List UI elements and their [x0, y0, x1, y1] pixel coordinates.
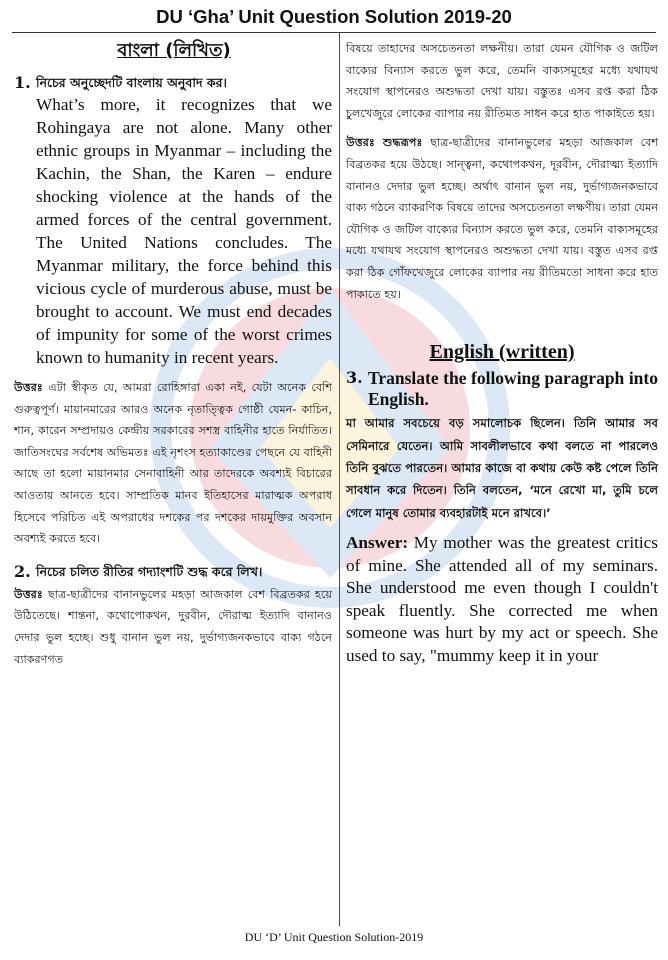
answer-label: Answer:: [346, 533, 409, 553]
page-footer: DU ‘D’ Unit Question Solution-2019: [244, 930, 424, 944]
question-3-instruction: Translate the following paragraph into English.: [368, 368, 658, 410]
question-3-answer: [346, 532, 658, 667]
question-2-passage-continued: বিষয়ে তাহাদের অসচেতনতা লক্ষনীয়। তারা যেমন যৌগিক ও জটিল বাক্যের বিন্যাস করতে ভুল করে, তেমনি বাক্যসমূহের মধ্যে যথাযথ সংযোগ স্থাপনেরও অশুদ্ধতা দেখা যায়। বস্তুতঃ এসব রপ্ত করা ঠিক চুলখেজুরে লোকের ব্যাপার নয় রীতিমত সাধন করে হাত পাকাইতে হয়।: [346, 42, 658, 120]
question-2: [14, 562, 332, 582]
answer-text: ছাত্র-ছাত্রীদের বানানভুলের মহড়া আজকাল বেশ বিব্রতকর হয়ে উঠছে। সান্ত্বনা, কথোপকথন, দূরবীন, দৌরাত্ম্য ইত্যাদি বানানও দেদার ভুল হচ্ছে। অর্থাৎ বানান ভুল নয়, দুর্ভাগ্যজনকভাবে বাক্য গঠনে ব্যাকরণিক বিষয়ে তাদের অসচেতনতা লক্ষণীয়। তারা যেমন যৌগিক ও জটিল বাক্যের বিন্যাস করতে ভুল করে, তেমনি বাক্যসমূহের মধ্যে যথাযথ সংযোগ স্থাপনেরও অশুদ্ধতা দেখা যায়। বস্তুত এসব রপ্ত করা ঠিক গোঁফখেজুরে লোকের ব্যাপার নয় রীতিমতো সাধনা করে হাত পাকাতে হয়।: [346, 136, 658, 301]
answer-text: My mother was the greatest critics of mine. She attended all of my seminars. She understood me even though I couldn't speak fluently. She corrected me when someone was hurt by my act or speech. She used to say, "mummy keep it in your: [346, 533, 658, 665]
answer-label: উত্তরঃ: [14, 381, 43, 394]
bangla-section-heading: বাংলা (লিখিত): [117, 40, 231, 61]
question-2-passage: [14, 584, 332, 670]
question-3-bangla-passage: মা আমার সবচেয়ে বড় সমালোচক ছিলেন। তিনি আমার সব সেমিনারে যেতেন। আমি সাবলীলভাবে কথা বলতে না পারলেও তিনি বুঝতে পারতেন। আমার কাজে বা কথায় কেউ কষ্ট পেলে তিনি সাবধান করে দিতেন। তিনি বলতেন, ‘মনে রেখো মা, তুমি চলে গেলে মানুষ তোমার ব্যবহারটাই মনে রাখবে।’: [346, 416, 658, 520]
question-3-number: 3.: [346, 368, 363, 388]
top-divider: [12, 32, 656, 33]
question-2-number: 2.: [14, 561, 31, 581]
answer-text: এটা স্বীকৃত যে, আমরা রোহিঙ্গারা একা নই, যেটা অনেক বেশি গুরুত্বপূর্ণ। মায়ানমারের আরও অনেক নৃতাত্ত্বিক গোষ্ঠী যেমন- কাচিন, শান, কারেন সম্প্রদায়ও কেন্দ্রীয় সরকারের সশস্ত্র বাহিনীর হাতে নির্যাতিত। জাতিসংঘের সর্বশেষ অভিমতঃ এই নৃশংস হত্যাকাণ্ডের পেছনে যে বাহিনী আছে তা হলো মায়ানমার সেনাবাহিনী আর তাদেরকে অবশ্যই বিচারের আওতায় আনতে হবে। সাম্প্রতিক মানব ইতিহাসের মারাত্মক অপরাধ হিসেবে পরিচিত এই অপরাধের দশকের পর দশকের দায়মুক্তির অবসান অবশ্যই করতে হবে।: [14, 381, 332, 546]
left-column: [14, 36, 332, 670]
answer-label: উত্তরঃ: [14, 587, 43, 601]
question-1-passage: What’s more, it recognizes that we Rohingaya are not alone. Many other ethnic groups in Myanmar – including the Kachin, the Shan, the Karen – endure shocking violence at the hands of the armed forces of the central government. The United Nations concludes. The Myanmar military, the force behind this vicious cycle of murderous abuse, must be brought to account. We must end decades of impunity for some of the worst crimes known to humanity in recent years.: [36, 95, 332, 367]
page-title: DU ‘Gha’ Unit Question Solution 2019-20: [156, 6, 512, 27]
question-1-instruction: নিচের অনুচ্ছেদটি বাংলায় অনুবাদ কর।: [36, 75, 227, 90]
question-3: [346, 368, 658, 410]
question-1-number: 1.: [14, 73, 31, 92]
english-section-heading: English (written): [429, 341, 575, 364]
answer-text: ছাত্র-ছাত্রীদের বানানভুলের মহড়া আজকাল বেশ বিব্রতকর হয়ে উঠিতেছে। শান্তনা, কথোপোকথন, দুরবীন, দৌরাত্ম ইত্যাদি বানানও দেদার ভুল হচ্ছে। শুধু বানান ভুল নয়, দুর্ভাগ্যজনকভাবে বাক্য গঠনে ব্যাকরণগত: [14, 587, 332, 666]
question-2-corrected-answer: [346, 132, 658, 305]
column-divider: [339, 33, 340, 926]
question-2-instruction: নিচের চলিত রীতির গদ্যাংশটি শুদ্ধ করে লিখ।: [36, 563, 263, 579]
right-column: [346, 36, 658, 667]
question-1: [14, 73, 332, 93]
question-1-answer: [14, 377, 332, 550]
answer-label: উত্তরঃ শুদ্ধরূপঃ: [346, 136, 423, 150]
